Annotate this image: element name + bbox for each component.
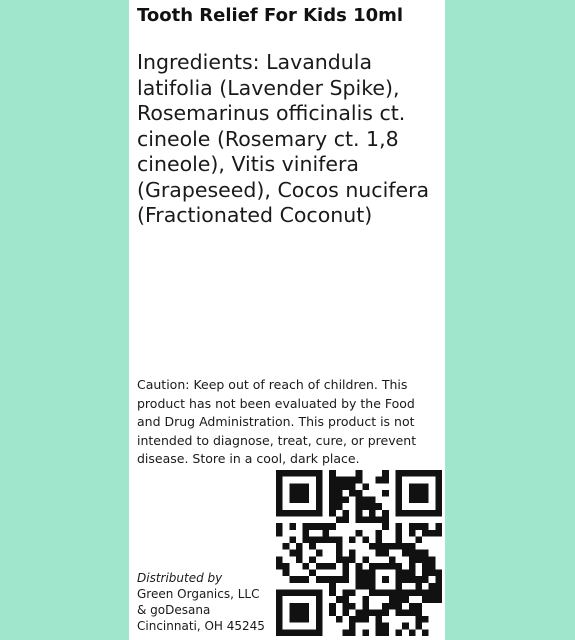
qr-code-graphic xyxy=(276,470,442,636)
qr-code-icon xyxy=(276,470,442,636)
distributor-heading: Distributed by xyxy=(137,571,223,585)
product-label xyxy=(129,0,445,640)
ingredients-text: Ingredients: Lavandula latifolia (Lavender Spike), Rosemarinus officinalis ct. cineole (Rosemary ct. 1,8 cineole), Vitis vinifera (Grapeseed), Cocos nucifera (Fractionated Coconut) xyxy=(137,50,430,227)
caution-text: Caution: Keep out of reach of children. This product has not been evaluated by the Food and Drug Administration. This product is not intended to diagnose, treat, cure, or prevent disease. Store in a cool, dark place. xyxy=(137,377,417,466)
distributor-line: Cincinnati, OH 45245 xyxy=(137,619,265,633)
product-title: Tooth Relief For Kids 10ml xyxy=(137,5,404,26)
distributor-block xyxy=(137,570,277,634)
distributor-line: Green Organics, LLC xyxy=(137,587,260,601)
distributor-line: & goDesana xyxy=(137,603,211,617)
